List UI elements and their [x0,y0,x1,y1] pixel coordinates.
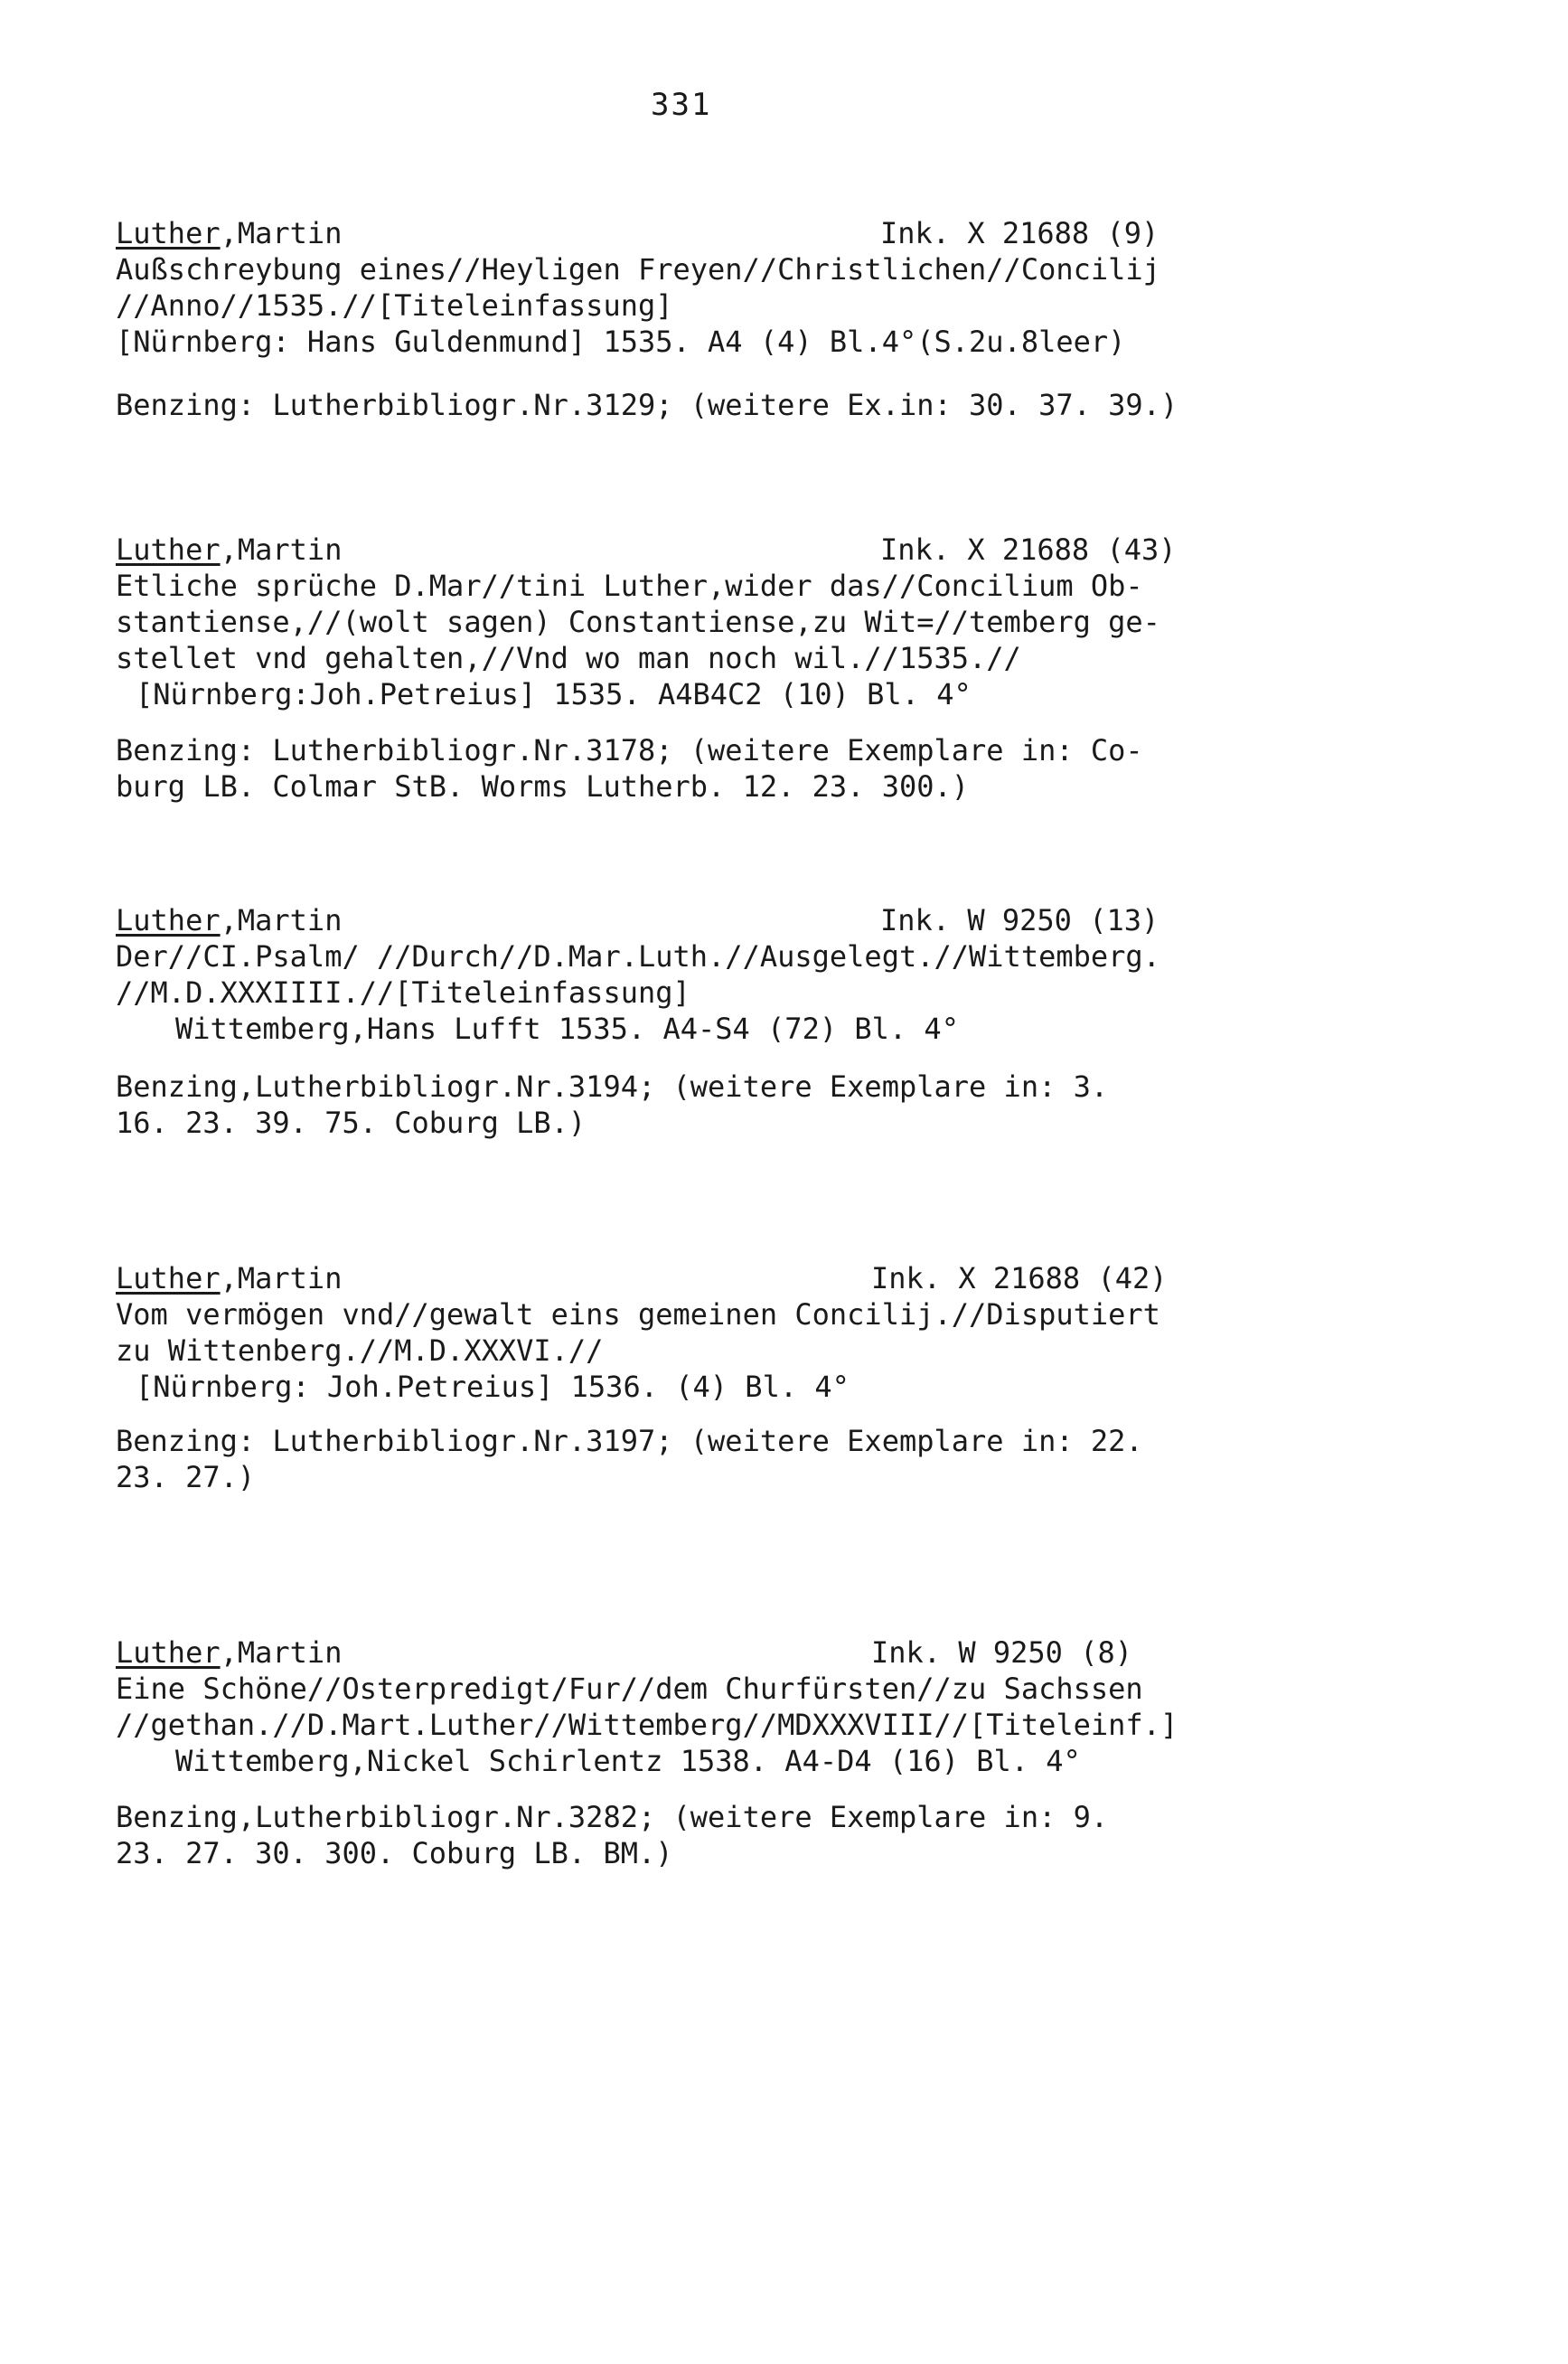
reference-line: Benzing: Lutherbibliogr.Nr.3129; (weitere Ex.in: 30. 37. 39.) [116,388,1178,422]
imprint-line: [Nürnberg: Hans Guldenmund] 1535. A4 (4) Bl.4°(S.2u.8leer) [116,325,1126,359]
page-number: 331 [651,87,712,123]
title-line: //Anno//1535.//[Titeleinfassung] [116,288,673,323]
imprint-line: [Nürnberg:Joh.Petreius] 1535. A4B4C2 (10) Bl. 4° [136,677,972,711]
title-line: zu Wittenberg.//M.D.XXXVI.// [116,1333,604,1368]
author-name: Luther [116,532,221,567]
title-line: Außschreybung eines//Heyligen Freyen//Christlichen//Concilij [116,252,1160,287]
title-line: Der//CI.Psalm/ //Durch//D.Mar.Luth.//Ausgelegt.//Wittemberg. [116,939,1160,974]
author-forename: ,Martin [220,1635,343,1670]
author-name: Luther [116,903,221,937]
reference-line: Benzing,Lutherbibliogr.Nr.3282; (weitere Exemplare in: 9. [116,1800,1109,1834]
reference-line: Benzing: Lutherbibliogr.Nr.3197; (weitere Exemplare in: 22. [116,1424,1143,1458]
reference-line: 16. 23. 39. 75. Coburg LB.) [116,1106,587,1140]
title-line: stantiense,//(wolt sagen) Constantiense,zu Wit=//temberg ge- [116,605,1160,639]
title-line: //M.D.XXXIIII.//[Titeleinfassung] [116,975,690,1010]
author-name: Luther [116,1261,221,1295]
author-heading [116,532,342,568]
author-heading [116,902,342,938]
author-forename: ,Martin [220,216,343,250]
author-heading [116,215,342,251]
imprint-line: [Nürnberg: Joh.Petreius] 1536. (4) Bl. 4° [136,1370,850,1404]
author-name: Luther [116,216,221,250]
author-forename: ,Martin [220,903,343,937]
shelfmark: Ink. X 21688 (9) [880,216,1160,250]
author-heading [116,1634,342,1671]
imprint-line: Wittemberg,Nickel Schirlentz 1538. A4-D4 (16) Bl. 4° [175,1744,1081,1778]
shelfmark: Ink. X 21688 (43) [880,532,1177,567]
author-heading [116,1260,342,1296]
reference-line: 23. 27.) [116,1460,256,1494]
reference-line: burg LB. Colmar StB. Worms Lutherb. 12. 23. 300.) [116,769,970,804]
title-line: //gethan.//D.Mart.Luther//Wittemberg//MDXXXVIII//[Titeleinf.] [116,1708,1178,1742]
shelfmark: Ink. W 9250 (8) [871,1635,1132,1670]
reference-line: Benzing,Lutherbibliogr.Nr.3194; (weitere Exemplare in: 3. [116,1069,1109,1104]
title-line: Etliche sprüche D.Mar//tini Luther,wider das//Concilium Ob- [116,569,1143,603]
imprint-line: Wittemberg,Hans Lufft 1535. A4-S4 (72) Bl. 4° [175,1012,959,1046]
author-forename: ,Martin [220,1261,343,1295]
shelfmark: Ink. X 21688 (42) [871,1261,1168,1295]
author-forename: ,Martin [220,532,343,567]
author-name: Luther [116,1635,221,1670]
title-line: Vom vermögen vnd//gewalt eins gemeinen Concilij.//Disputiert [116,1297,1160,1332]
title-line: stellet vnd gehalten,//Vnd wo man noch wil.//1535.// [116,641,1021,675]
reference-line: 23. 27. 30. 300. Coburg LB. BM.) [116,1836,673,1870]
title-line: Eine Schöne//Osterpredigt/Fur//dem Churfürsten//zu Sachssen [116,1672,1143,1706]
shelfmark: Ink. W 9250 (13) [880,903,1160,937]
reference-line: Benzing: Lutherbibliogr.Nr.3178; (weitere Exemplare in: Co- [116,733,1143,768]
